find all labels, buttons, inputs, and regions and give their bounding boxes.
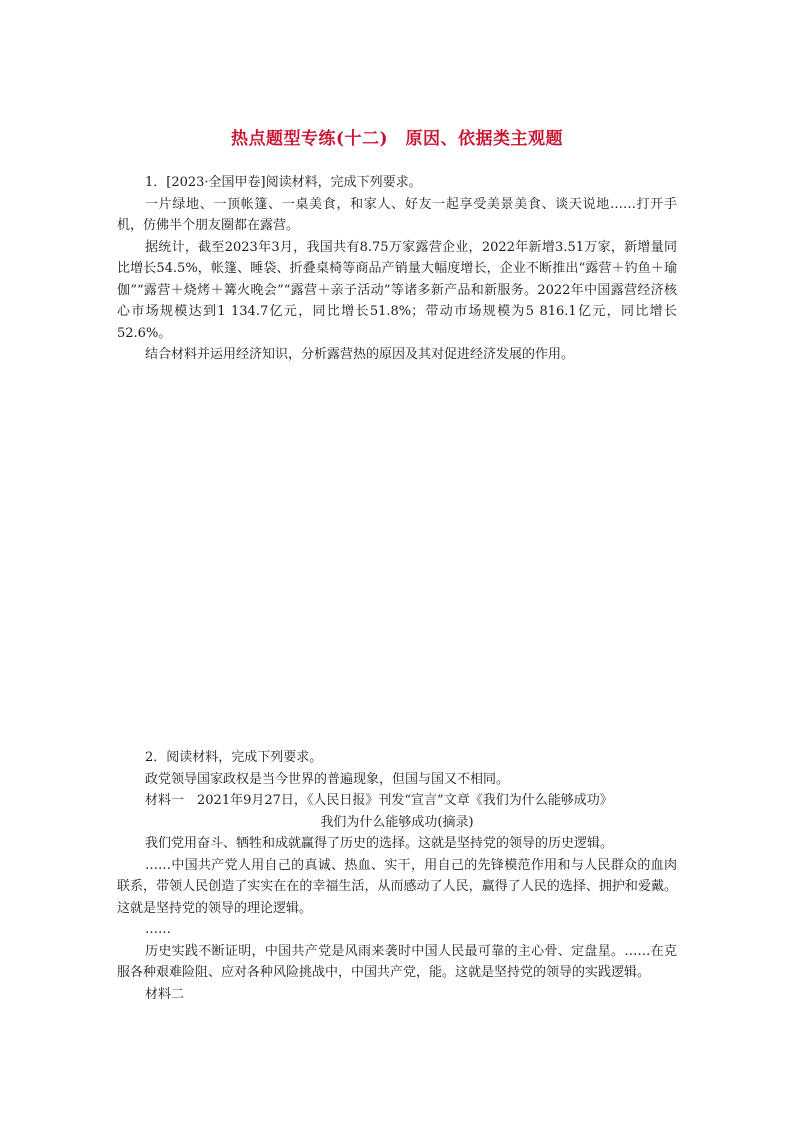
question-1-task: 结合材料并运用经济知识，分析露营热的原因及其对促进经济发展的作用。 bbox=[145, 347, 575, 362]
question-1-stem: 1．[2023·全国甲卷]阅读材料，完成下列要求。 bbox=[145, 175, 422, 190]
material-1-ellipsis: …… bbox=[145, 922, 171, 937]
material-2-label: 材料二 bbox=[145, 986, 185, 1002]
material-1-paragraph-c: 历史实践不断证明，中国共产党是风雨来袭时中国人民最可靠的主心骨、定盘星。……在克服各种艰难险阻、应对各种风险挑战中，中国共产党，能。这就是坚持党的领导的实践逻辑。 bbox=[117, 943, 677, 980]
page-title: 热点题型专练(十二) 原因、依据类主观题 bbox=[230, 129, 564, 149]
question-1-paragraph-1: 一片绿地、一顶帐篷、一桌美食，和家人、好友一起享受美景美食、谈天说地……打开手机，仿佛半个朋友圈都在露营。 bbox=[117, 196, 677, 233]
material-1-paragraph-a: 我们党用奋斗、牺牲和成就赢得了历史的选择。这就是坚持党的领导的历史逻辑。 bbox=[145, 836, 614, 851]
material-1-line: 材料一 2021年9月27日，《人民日报》刊发“宣言”文章《我们为什么能够成功》 bbox=[145, 793, 613, 808]
material-1-heading: 我们为什么能够成功(摘录) bbox=[320, 814, 474, 830]
question-2 bbox=[117, 747, 677, 1005]
material-1-paragraph-b: ……中国共产党人用自己的真诚、热血、实干，用自己的先锋模范作用和与人民群众的血肉联系，带领人民创造了实实在在的幸福生活，从而感动了人民，赢得了人民的选择、拥护和爱戴。这就是坚持党的领导的理论逻辑。 bbox=[117, 857, 677, 916]
question-2-intro: 政党领导国家政权是当今世界的普遍现象，但国与国又不相同。 bbox=[145, 771, 510, 787]
question-2-stem: 2．阅读材料，完成下列要求。 bbox=[145, 750, 323, 765]
question-1-paragraph-2: 据统计，截至2023年3月，我国共有8.75万家露营企业，2022年新增3.51万家，新增量同比增长54.5%，帐篷、睡袋、折叠桌椅等商品产销量大幅度增长，企业不断推出“露营＋钓鱼＋瑜伽”“露营＋烧烤＋篝火晚会”“露营＋亲子活动”等诸多新产品和新服务。2022年中国露营经济核心市场规模达到1 134.7亿元，同比增长51.8%；带动市场规模为5 816.1亿元，同比增长52.6%。 bbox=[117, 239, 677, 341]
question-1 bbox=[117, 172, 677, 366]
